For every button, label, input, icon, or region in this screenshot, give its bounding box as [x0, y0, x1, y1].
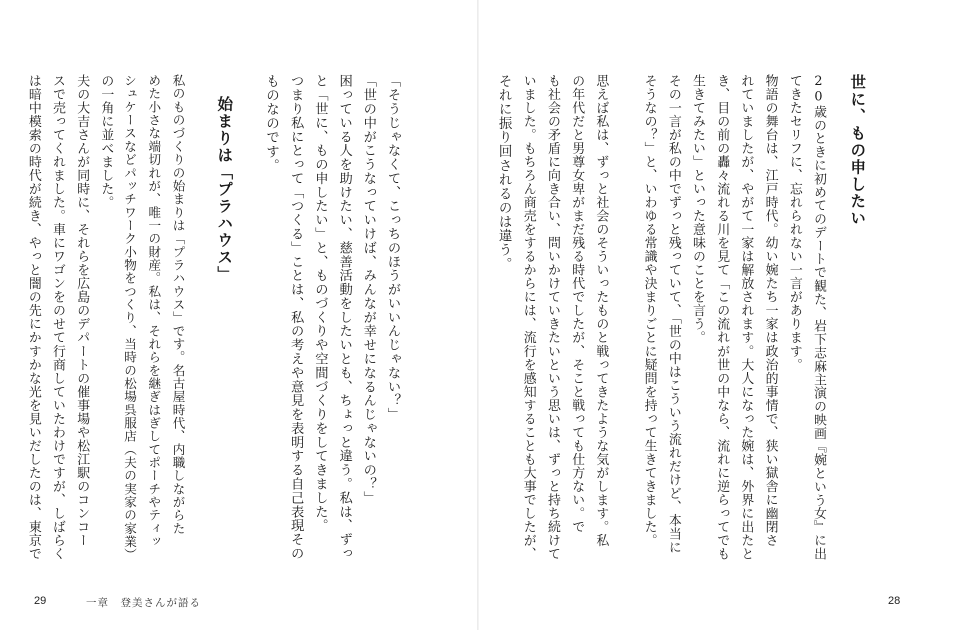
text-line: は暗中模索の時代が続き、やっと闇の先にかすかな光を見いだしたのは、東京で — [25, 74, 41, 561]
text-line: 物語の舞台は、江戸時代。幼い婉たち一家は政治的事情で、狭い獄舎に幽閉さ — [762, 74, 778, 548]
text-line: 私のものづくりの始まりは「プラハウス」です。名古屋時代、内職しながらた — [171, 74, 186, 535]
text-line: 思えば私は、ずっと社会のそういったものと戦ってきたような気がします。私 — [593, 74, 609, 548]
right-body-text — [491, 74, 830, 561]
text-line: 困っている人を助けたい、慈善活動をしたいとも、ちょっと違う。私は、ずっ — [336, 74, 352, 561]
page-number: 29 — [34, 595, 47, 607]
text-line: ものなのです。 — [262, 74, 279, 173]
text-line: れていましたが、やがて一家は解放されます。大人になった婉は、外界に出たと — [738, 74, 754, 561]
left-body-text-top — [259, 74, 404, 560]
blank-line — [612, 74, 636, 561]
text-line: も社会の矛盾に向き合い、問いかけていきたいという思いは、ずっと持ち続けて — [544, 74, 560, 561]
text-line: シュケースなどパッチワーク小物をつくり、当時の松場呉服店（夫の実家の家業） — [122, 74, 138, 562]
text-line: と「世に、もの申したい」と、ものづくりや空間づくりをしてきました。 — [312, 74, 328, 533]
running-head: 一章 登美さんが語る — [86, 597, 201, 609]
right-page — [478, 0, 956, 630]
text-line: その一言が私の中でずっと残っていて、「世の中はこういう流れだけど、本当に — [665, 74, 681, 555]
text-line: てきたセリフに、忘れられない一言があります。 — [786, 74, 802, 372]
text-line: 20歳のときに初めてのデートで観た、岩下志麻主演の映画『婉という女』に出 — [811, 74, 826, 561]
text-line: それに振り回されるのは違う。 — [495, 74, 512, 271]
text-line: き、目の前の轟々流れる川を見て「この流れが世の中なら、流れに逆らってでも — [714, 74, 730, 561]
text-line: 生きてみたい」といった意味のことを言う。 — [689, 74, 705, 345]
section-heading: 世に、もの申したい — [848, 74, 868, 227]
left-body-text-bottom — [21, 74, 190, 561]
text-line: 「世の中がこうなっていけば、みんなが幸せになるんじゃないの？」 — [360, 74, 376, 505]
text-line: の一角に並べました。 — [98, 74, 114, 210]
section-heading: 始まりは「プラハウス」 — [215, 96, 235, 283]
page-number: 28 — [888, 595, 901, 607]
text-line: 夫の大吉さんが同時に、それらを広島のデパートの催事場や松江駅のコンコー — [74, 74, 90, 548]
text-line: めた小さな端切れが、唯一の財産。私は、それらを継ぎはぎしてポーチやティッ — [146, 74, 162, 549]
text-line: スで売ってくれました。車にワゴンをのせて行商していたわけですが、しばらく — [49, 74, 65, 561]
text-line: 「そうじゃなくて、こっちのほうがいいんじゃない？」 — [385, 74, 400, 422]
text-line: いました。もちろん商売をするからには、流行を感知することも大事でしたが、 — [520, 74, 536, 561]
text-line: つまり私にとって「つくる」ことは、私の考えや意見を表明する自己表現その — [288, 74, 304, 561]
text-line: の年代だと男尊女卑がまだ残る時代でしたが、そこと戦っても仕方ない。で — [569, 74, 585, 534]
text-line: そうなの？」と、いわゆる常識や決まりごとに疑問を持って生きてきました。 — [641, 74, 657, 548]
